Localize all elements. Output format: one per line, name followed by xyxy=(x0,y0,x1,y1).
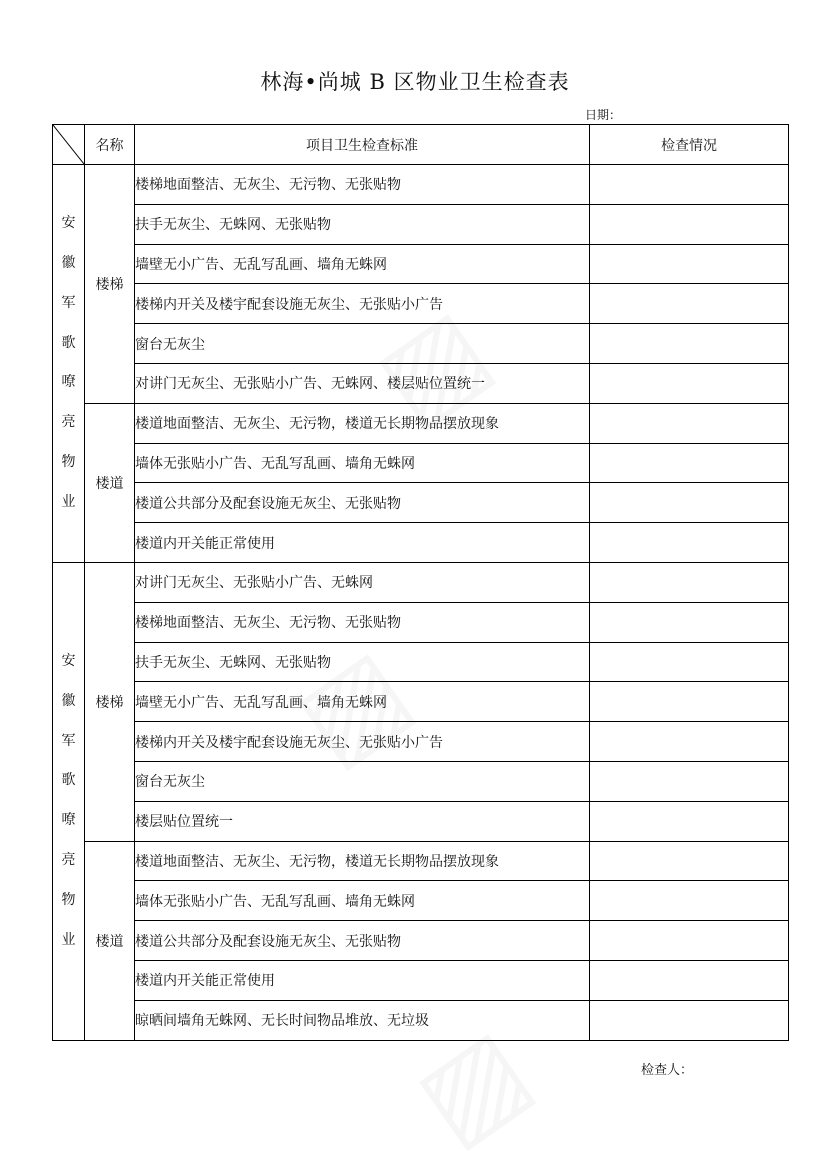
inspector-label: 检查人： xyxy=(641,1063,694,1078)
table-row xyxy=(53,204,789,244)
table-row xyxy=(53,1000,789,1040)
unit-char: 物 xyxy=(61,454,76,471)
status-input-cell[interactable] xyxy=(590,165,789,205)
table-row xyxy=(53,244,789,284)
standard-cell: 楼道内开关能正常使用 xyxy=(135,960,590,1000)
standard-cell: 墙体无张贴小广告、无乱写乱画、墙角无蛛网 xyxy=(135,881,590,921)
standard-cell: 楼梯地面整洁、无灰尘、无污物、无张贴物 xyxy=(135,165,590,205)
standard-cell: 楼梯内开关及楼宇配套设施无灰尘、无张贴小广告 xyxy=(135,722,590,762)
table-row xyxy=(53,841,789,881)
unit-char: 亮 xyxy=(61,852,76,869)
status-input-cell[interactable] xyxy=(590,602,789,642)
header-status: 检查情况 xyxy=(590,125,789,165)
status-input-cell[interactable] xyxy=(590,324,789,364)
unit-char: 安 xyxy=(61,215,76,232)
status-input-cell[interactable] xyxy=(590,841,789,881)
table-row xyxy=(53,562,789,602)
page-title: 林海•尚城 B 区物业卫生检查表 xyxy=(260,70,570,94)
diagonal-line xyxy=(53,125,84,164)
standard-cell: 楼梯地面整洁、无灰尘、无污物、无张贴物 xyxy=(135,602,590,642)
unit-char: 业 xyxy=(61,931,76,948)
standard-cell: 楼道公共部分及配套设施无灰尘、无张贴物 xyxy=(135,483,590,523)
table-row xyxy=(53,483,789,523)
status-input-cell[interactable] xyxy=(590,284,789,324)
status-input-cell[interactable] xyxy=(590,960,789,1000)
status-input-cell[interactable] xyxy=(590,881,789,921)
status-input-cell[interactable] xyxy=(590,443,789,483)
table-row xyxy=(53,523,789,563)
status-input-cell[interactable] xyxy=(590,682,789,722)
status-input-cell[interactable] xyxy=(590,562,789,602)
table-row xyxy=(53,443,789,483)
standard-cell: 楼道地面整洁、无灰尘、无污物，楼道无长期物品摆放现象 xyxy=(135,841,590,881)
status-input-cell[interactable] xyxy=(590,1000,789,1040)
header-standard: 项目卫生检查标准 xyxy=(135,125,590,165)
table-row xyxy=(53,960,789,1000)
standard-cell: 扶手无灰尘、无蛛网、无张贴物 xyxy=(135,204,590,244)
unit-cell xyxy=(53,562,85,1040)
table-row xyxy=(53,403,789,443)
table-row xyxy=(53,324,789,364)
standard-cell: 墙壁无小广告、无乱写乱画、墙角无蛛网 xyxy=(135,682,590,722)
unit-char: 亮 xyxy=(61,414,76,431)
standard-cell: 晾晒间墙角无蛛网、无长时间物品堆放、无垃圾 xyxy=(135,1000,590,1040)
status-input-cell[interactable] xyxy=(590,244,789,284)
unit-cell xyxy=(53,165,85,563)
status-input-cell[interactable] xyxy=(590,483,789,523)
standard-cell: 楼层贴位置统一 xyxy=(135,801,590,841)
table-row xyxy=(53,642,789,682)
table-row xyxy=(53,921,789,961)
unit-name xyxy=(53,204,84,522)
status-input-cell[interactable] xyxy=(590,642,789,682)
area-name-cell: 楼梯 xyxy=(85,165,135,404)
status-input-cell[interactable] xyxy=(590,722,789,762)
table-row xyxy=(53,165,789,205)
status-input-cell[interactable] xyxy=(590,403,789,443)
unit-name xyxy=(53,642,84,960)
status-input-cell[interactable] xyxy=(590,523,789,563)
unit-char: 徽 xyxy=(61,255,76,272)
status-input-cell[interactable] xyxy=(590,204,789,244)
standard-cell: 窗台无灰尘 xyxy=(135,324,590,364)
standard-cell: 楼道地面整洁、无灰尘、无污物，楼道无长期物品摆放现象 xyxy=(135,403,590,443)
standard-cell: 扶手无灰尘、无蛛网、无张贴物 xyxy=(135,642,590,682)
unit-char: 徽 xyxy=(61,692,76,709)
table-row xyxy=(53,801,789,841)
status-input-cell[interactable] xyxy=(590,761,789,801)
status-input-cell[interactable] xyxy=(590,363,789,403)
standard-cell: 楼道公共部分及配套设施无灰尘、无张贴物 xyxy=(135,921,590,961)
area-name-cell: 楼道 xyxy=(85,403,135,562)
unit-char: 嘹 xyxy=(61,812,76,829)
inspection-table-body xyxy=(53,125,789,1041)
header-name: 名称 xyxy=(85,125,135,165)
unit-char: 歌 xyxy=(61,772,76,789)
table-row xyxy=(53,682,789,722)
table-row xyxy=(53,363,789,403)
table-row xyxy=(53,284,789,324)
unit-char: 军 xyxy=(61,294,76,311)
status-input-cell[interactable] xyxy=(590,921,789,961)
corner-cell xyxy=(53,125,85,165)
table-row xyxy=(53,761,789,801)
unit-char: 物 xyxy=(61,891,76,908)
unit-char: 安 xyxy=(61,653,76,670)
unit-char: 嘹 xyxy=(61,374,76,391)
standard-cell: 对讲门无灰尘、无张贴小广告、无蛛网、楼层贴位置统一 xyxy=(135,363,590,403)
standard-cell: 楼梯内开关及楼宇配套设施无灰尘、无张贴小广告 xyxy=(135,284,590,324)
table-row xyxy=(53,602,789,642)
unit-char: 歌 xyxy=(61,334,76,351)
area-name-cell: 楼道 xyxy=(85,841,135,1040)
standard-cell: 对讲门无灰尘、无张贴小广告、无蛛网 xyxy=(135,562,590,602)
status-input-cell[interactable] xyxy=(590,801,789,841)
table-row xyxy=(53,881,789,921)
standard-cell: 墙体无张贴小广告、无乱写乱画、墙角无蛛网 xyxy=(135,443,590,483)
date-label: 日期： xyxy=(585,108,622,122)
unit-char: 业 xyxy=(61,493,76,510)
standard-cell: 窗台无灰尘 xyxy=(135,761,590,801)
standard-cell: 楼道内开关能正常使用 xyxy=(135,523,590,563)
table-row xyxy=(53,722,789,762)
inspection-table xyxy=(52,124,789,1041)
area-name-cell: 楼梯 xyxy=(85,562,135,841)
unit-char: 军 xyxy=(61,732,76,749)
standard-cell: 墙壁无小广告、无乱写乱画、墙角无蛛网 xyxy=(135,244,590,284)
header-row xyxy=(53,125,789,165)
